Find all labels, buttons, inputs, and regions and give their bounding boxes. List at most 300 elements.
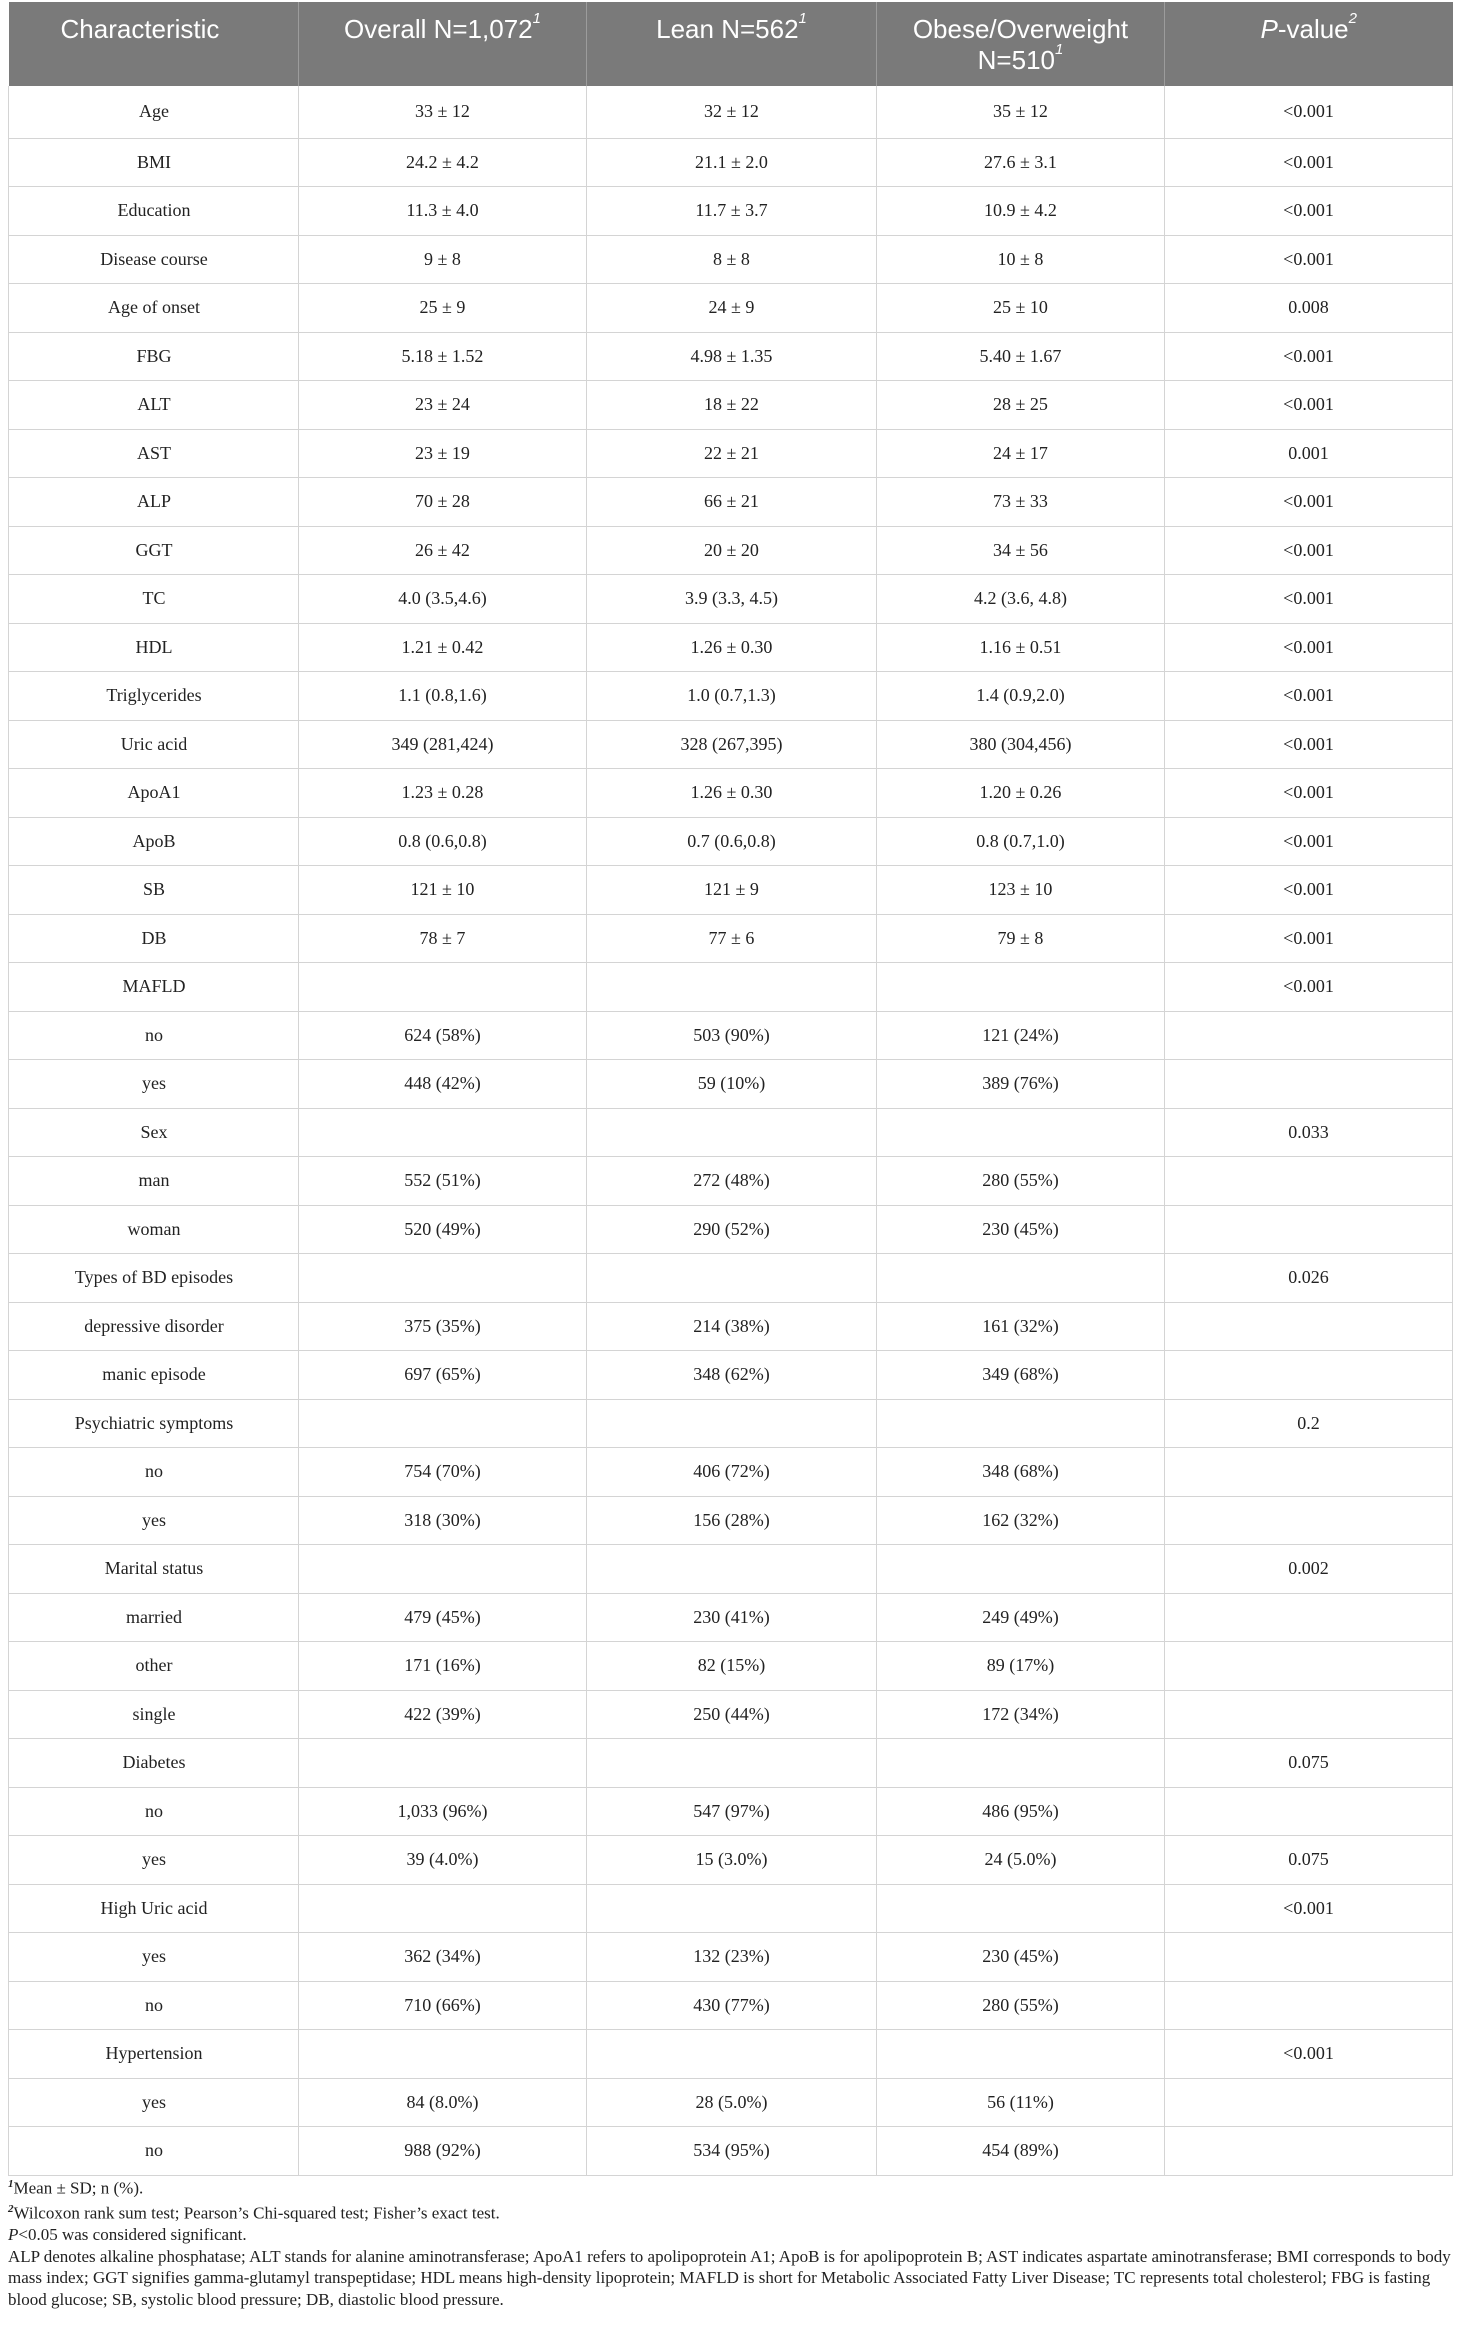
obese-overweight-cell: 10.9 ± 4.2 xyxy=(877,187,1165,236)
row-label: Psychiatric symptoms xyxy=(74,1412,234,1433)
characteristic-cell xyxy=(9,1351,299,1400)
obese-overweight-cell: 79 ± 8 xyxy=(877,914,1165,963)
obese-overweight-cell: 1.20 ± 0.26 xyxy=(877,769,1165,818)
lean-cell: 547 (97%) xyxy=(587,1787,877,1836)
p-value-cell xyxy=(1165,1787,1453,1836)
row-label: yes xyxy=(142,1509,166,1530)
obese-overweight-cell: 1.4 (0.9,2.0) xyxy=(877,672,1165,721)
overall-cell: 23 ± 19 xyxy=(299,429,587,478)
lean-cell: 430 (77%) xyxy=(587,1981,877,2030)
characteristic-cell xyxy=(9,1787,299,1836)
obese-overweight-cell xyxy=(877,1545,1165,1594)
characteristic-cell xyxy=(9,1690,299,1739)
p-value-label: P xyxy=(1260,14,1278,44)
row-label: Uric acid xyxy=(120,733,188,754)
overall-cell: 11.3 ± 4.0 xyxy=(299,187,587,236)
row-label: MAFLD xyxy=(122,976,186,997)
table-row xyxy=(9,1545,1453,1594)
table-row xyxy=(9,1254,1453,1303)
p-value-cell: <0.001 xyxy=(1165,769,1453,818)
lean-cell: 1.0 (0.7,1.3) xyxy=(587,672,877,721)
row-label: Disease course xyxy=(100,248,208,269)
overall-cell: 1,033 (96%) xyxy=(299,1787,587,1836)
p-value-cell: 0.008 xyxy=(1165,284,1453,333)
p-value-cell xyxy=(1165,1933,1453,1982)
obese-overweight-cell: 27.6 ± 3.1 xyxy=(877,138,1165,187)
table-container xyxy=(8,2,1452,2309)
obese-overweight-cell: 121 (24%) xyxy=(877,1011,1165,1060)
row-label: married xyxy=(126,1606,182,1627)
p-value-cell: <0.001 xyxy=(1165,817,1453,866)
obese-overweight-cell: 35 ± 12 xyxy=(877,86,1165,138)
table-row xyxy=(9,1302,1453,1351)
table-row xyxy=(9,138,1453,187)
obese-overweight-cell: 280 (55%) xyxy=(877,1981,1165,2030)
row-label: manic episode xyxy=(102,1364,206,1385)
p-value-cell: <0.001 xyxy=(1165,2030,1453,2079)
characteristic-cell xyxy=(9,1302,299,1351)
characteristic-cell xyxy=(9,1399,299,1448)
table-row xyxy=(9,1011,1453,1060)
row-label: yes xyxy=(142,1849,166,1870)
table-row xyxy=(9,1642,1453,1691)
row-label: other xyxy=(135,1655,173,1676)
obese-overweight-cell xyxy=(877,1739,1165,1788)
table-row xyxy=(9,1690,1453,1739)
p-value-cell: <0.001 xyxy=(1165,866,1453,915)
lean-cell: 290 (52%) xyxy=(587,1205,877,1254)
overall-cell: 1.1 (0.8,1.6) xyxy=(299,672,587,721)
table-row xyxy=(9,2078,1453,2127)
characteristic-cell xyxy=(9,332,299,381)
p-value-cell: <0.001 xyxy=(1165,672,1453,721)
p-value-cell xyxy=(1165,1157,1453,1206)
lean-cell: 21.1 ± 2.0 xyxy=(587,138,877,187)
obese-overweight-cell: 230 (45%) xyxy=(877,1933,1165,1982)
characteristic-cell xyxy=(9,1108,299,1157)
table-row xyxy=(9,526,1453,575)
row-label: SB xyxy=(142,879,166,900)
lean-cell: 503 (90%) xyxy=(587,1011,877,1060)
overall-cell xyxy=(299,1884,587,1933)
lean-cell: 132 (23%) xyxy=(587,1933,877,1982)
overall-cell: 171 (16%) xyxy=(299,1642,587,1691)
overall-cell xyxy=(299,1108,587,1157)
overall-cell: 362 (34%) xyxy=(299,1933,587,1982)
overall-cell: 121 ± 10 xyxy=(299,866,587,915)
obese-overweight-cell: 162 (32%) xyxy=(877,1496,1165,1545)
characteristic-cell xyxy=(9,1448,299,1497)
row-label: BMI xyxy=(136,151,171,172)
lean-cell: 11.7 ± 3.7 xyxy=(587,187,877,236)
row-label: ALT xyxy=(137,394,171,415)
overall-cell: 754 (70%) xyxy=(299,1448,587,1497)
row-label: Age of onset xyxy=(108,297,200,318)
row-label: Sex xyxy=(140,1121,168,1142)
lean-cell: 8 ± 8 xyxy=(587,235,877,284)
table-row xyxy=(9,284,1453,333)
row-label: ApoA1 xyxy=(127,782,181,803)
overall-cell xyxy=(299,2030,587,2079)
lean-cell: 20 ± 20 xyxy=(587,526,877,575)
lean-cell: 82 (15%) xyxy=(587,1642,877,1691)
p-value-cell: <0.001 xyxy=(1165,332,1453,381)
obese-overweight-cell: 25 ± 10 xyxy=(877,284,1165,333)
characteristic-cell xyxy=(9,429,299,478)
characteristic-cell xyxy=(9,1981,299,2030)
p-value-cell xyxy=(1165,1448,1453,1497)
overall-cell: 4.0 (3.5,4.6) xyxy=(299,575,587,624)
row-label: AST xyxy=(136,442,171,463)
p-value-cell xyxy=(1165,1302,1453,1351)
p-value-cell: <0.001 xyxy=(1165,86,1453,138)
row-label: no xyxy=(145,1800,163,1821)
obese-overweight-cell: 4.2 (3.6, 4.8) xyxy=(877,575,1165,624)
characteristic-cell xyxy=(9,1836,299,1885)
table-header xyxy=(9,2,1453,86)
obese-overweight-cell: 5.40 ± 1.67 xyxy=(877,332,1165,381)
table-row xyxy=(9,1836,1453,1885)
characteristic-cell xyxy=(9,1933,299,1982)
characteristic-cell xyxy=(9,1496,299,1545)
obese-overweight-cell: 161 (32%) xyxy=(877,1302,1165,1351)
characteristic-cell xyxy=(9,1642,299,1691)
row-label: yes xyxy=(142,2091,166,2112)
table-row xyxy=(9,2030,1453,2079)
overall-cell xyxy=(299,1739,587,1788)
table-row xyxy=(9,623,1453,672)
characteristic-cell xyxy=(9,1884,299,1933)
p-value-cell xyxy=(1165,1060,1453,1109)
overall-cell: 988 (92%) xyxy=(299,2127,587,2176)
characteristic-cell xyxy=(9,2030,299,2079)
overall-cell: 479 (45%) xyxy=(299,1593,587,1642)
characteristic-cell xyxy=(9,2078,299,2127)
p-value-cell xyxy=(1165,2127,1453,2176)
overall-cell xyxy=(299,1399,587,1448)
row-label: GGT xyxy=(135,539,173,560)
obese-overweight-cell: 249 (49%) xyxy=(877,1593,1165,1642)
p-value-cell: 0.002 xyxy=(1165,1545,1453,1594)
overall-cell: 78 ± 7 xyxy=(299,914,587,963)
table-row xyxy=(9,1108,1453,1157)
header-row xyxy=(9,2,1453,86)
characteristic-cell xyxy=(9,1205,299,1254)
row-label: TC xyxy=(142,588,166,609)
table-row xyxy=(9,1157,1453,1206)
overall-cell: 70 ± 28 xyxy=(299,478,587,527)
characteristic-cell xyxy=(9,138,299,187)
table-row xyxy=(9,86,1453,138)
obese-overweight-cell: 389 (76%) xyxy=(877,1060,1165,1109)
header-characteristic: Characteristic xyxy=(9,2,299,86)
characteristic-cell xyxy=(9,769,299,818)
characteristic-cell xyxy=(9,86,299,138)
lean-cell: 534 (95%) xyxy=(587,2127,877,2176)
p-value-cell: 0.001 xyxy=(1165,429,1453,478)
p-value-cell: <0.001 xyxy=(1165,138,1453,187)
obese-overweight-cell: 348 (68%) xyxy=(877,1448,1165,1497)
p-value-cell: <0.001 xyxy=(1165,478,1453,527)
table-row xyxy=(9,1739,1453,1788)
row-label: FBG xyxy=(136,345,172,366)
table-row xyxy=(9,866,1453,915)
obese-overweight-cell: 349 (68%) xyxy=(877,1351,1165,1400)
overall-cell: 520 (49%) xyxy=(299,1205,587,1254)
lean-cell: 4.98 ± 1.35 xyxy=(587,332,877,381)
obese-overweight-cell: 24 ± 17 xyxy=(877,429,1165,478)
row-label: Education xyxy=(117,200,191,221)
lean-cell: 77 ± 6 xyxy=(587,914,877,963)
table-row xyxy=(9,332,1453,381)
table-row xyxy=(9,1787,1453,1836)
obese-overweight-cell: 280 (55%) xyxy=(877,1157,1165,1206)
p-value-cell xyxy=(1165,1593,1453,1642)
header-p-value: P-value$^2$ xyxy=(1165,2,1453,86)
row-label: High Uric acid xyxy=(100,1897,208,1918)
row-label: yes xyxy=(142,1946,166,1967)
characteristic-cell xyxy=(9,623,299,672)
row-label: Marital status xyxy=(104,1558,204,1579)
obese-overweight-cell: 34 ± 56 xyxy=(877,526,1165,575)
overall-cell: 318 (30%) xyxy=(299,1496,587,1545)
characteristic-cell xyxy=(9,187,299,236)
lean-cell xyxy=(587,1108,877,1157)
p-value-cell xyxy=(1165,1205,1453,1254)
overall-cell: 33 ± 12 xyxy=(299,86,587,138)
overall-cell: 39 (4.0%) xyxy=(299,1836,587,1885)
p-value-cell: <0.001 xyxy=(1165,381,1453,430)
characteristics-table xyxy=(8,2,1453,2176)
p-value-cell: <0.001 xyxy=(1165,1884,1453,1933)
overall-cell: 375 (35%) xyxy=(299,1302,587,1351)
table-row xyxy=(9,672,1453,721)
row-label: HDL xyxy=(135,636,173,657)
obese-overweight-cell: 380 (304,456) xyxy=(877,720,1165,769)
lean-cell: 1.26 ± 0.30 xyxy=(587,769,877,818)
p-value-cell xyxy=(1165,1496,1453,1545)
table-row xyxy=(9,187,1453,236)
obese-overweight-cell: 172 (34%) xyxy=(877,1690,1165,1739)
characteristic-cell xyxy=(9,235,299,284)
p-value-cell: 0.026 xyxy=(1165,1254,1453,1303)
lean-cell xyxy=(587,1739,877,1788)
lean-cell: 3.9 (3.3, 4.5) xyxy=(587,575,877,624)
overall-cell xyxy=(299,963,587,1012)
table-row xyxy=(9,1448,1453,1497)
table-row xyxy=(9,1351,1453,1400)
table-body xyxy=(9,86,1453,2175)
obese-overweight-cell xyxy=(877,1884,1165,1933)
characteristic-cell xyxy=(9,381,299,430)
lean-cell: 66 ± 21 xyxy=(587,478,877,527)
characteristic-cell xyxy=(9,817,299,866)
p-value-cell xyxy=(1165,2078,1453,2127)
obese-overweight-cell xyxy=(877,1108,1165,1157)
p-value-cell: 0.075 xyxy=(1165,1739,1453,1788)
lean-cell: 1.26 ± 0.30 xyxy=(587,623,877,672)
overall-cell: 422 (39%) xyxy=(299,1690,587,1739)
row-label: Triglycerides xyxy=(106,685,202,706)
table-row xyxy=(9,381,1453,430)
characteristic-cell xyxy=(9,1739,299,1788)
row-label: depressive disorder xyxy=(84,1315,224,1336)
row-label: no xyxy=(145,1461,163,1482)
p-value-label-rest: -value xyxy=(1277,14,1349,44)
lean-cell: 18 ± 22 xyxy=(587,381,877,430)
footnote-significance: P<0.05 was considered significant. xyxy=(8,2225,247,2245)
table-row xyxy=(9,478,1453,527)
overall-cell: 24.2 ± 4.2 xyxy=(299,138,587,187)
obese-overweight-cell xyxy=(877,1399,1165,1448)
table-row xyxy=(9,963,1453,1012)
lean-cell: 156 (28%) xyxy=(587,1496,877,1545)
lean-cell xyxy=(587,1254,877,1303)
overall-cell xyxy=(299,1254,587,1303)
obese-overweight-cell: 89 (17%) xyxy=(877,1642,1165,1691)
footnote-abbreviations: ALP denotes alkaline phosphatase; ALT stands for alanine aminotransferase; ApoA1 refers to apolipoprotein A1; ApoB is for apolipoprotein B; AST indicates aspartate aminotransferase; BMI corresponds to body mass index; GGT signifies gamma-glutamyl transpeptidase; HDL means high-density lipoprotein; MAFLD is short for Metabolic Associated Fatty Liver Disease; TC represents total cholesterol; FBG is fasting blood glucose; SB, systolic blood pressure; DB, diastolic blood pressure. xyxy=(8,2246,1451,2309)
table-row xyxy=(9,2127,1453,2176)
lean-cell: 32 ± 12 xyxy=(587,86,877,138)
obese-overweight-cell: 0.8 (0.7,1.0) xyxy=(877,817,1165,866)
characteristic-cell xyxy=(9,914,299,963)
lean-cell: 15 (3.0%) xyxy=(587,1836,877,1885)
table-row xyxy=(9,1496,1453,1545)
row-label: Age xyxy=(139,101,169,122)
obese-overweight-cell: 230 (45%) xyxy=(877,1205,1165,1254)
obese-overweight-cell xyxy=(877,963,1165,1012)
table-row xyxy=(9,1981,1453,2030)
header-overall: Overall $N=1,072^1$ xyxy=(299,2,587,86)
characteristic-cell xyxy=(9,1157,299,1206)
p-value-cell: <0.001 xyxy=(1165,235,1453,284)
p-value-cell: <0.001 xyxy=(1165,963,1453,1012)
lean-cell: 328 (267,395) xyxy=(587,720,877,769)
p-value-cell: <0.001 xyxy=(1165,187,1453,236)
characteristic-cell xyxy=(9,1254,299,1303)
lean-cell: 250 (44%) xyxy=(587,1690,877,1739)
lean-cell xyxy=(587,963,877,1012)
p-value-cell: <0.001 xyxy=(1165,720,1453,769)
table-row xyxy=(9,1060,1453,1109)
row-label: Hypertension xyxy=(105,2043,203,2064)
characteristic-cell xyxy=(9,526,299,575)
overall-cell: 349 (281,424) xyxy=(299,720,587,769)
row-label: single xyxy=(132,1703,176,1724)
footnote-2: $^2$Wilcoxon rank sum test; Pearson’s Chi-squared test; Fisher’s exact test. xyxy=(8,2203,500,2223)
overall-cell: 26 ± 42 xyxy=(299,526,587,575)
row-label: ALP xyxy=(136,491,171,512)
lean-cell: 272 (48%) xyxy=(587,1157,877,1206)
characteristic-cell xyxy=(9,1060,299,1109)
obese-overweight-cell: 24 (5.0%) xyxy=(877,1836,1165,1885)
characteristic-cell xyxy=(9,2127,299,2176)
obese-overweight-cell: 10 ± 8 xyxy=(877,235,1165,284)
characteristic-cell xyxy=(9,575,299,624)
characteristic-cell xyxy=(9,1545,299,1594)
table-row xyxy=(9,1205,1453,1254)
table-row xyxy=(9,817,1453,866)
lean-cell: 59 (10%) xyxy=(587,1060,877,1109)
lean-cell xyxy=(587,2030,877,2079)
obese-overweight-cell: 28 ± 25 xyxy=(877,381,1165,430)
obese-overweight-cell: 1.16 ± 0.51 xyxy=(877,623,1165,672)
obese-overweight-cell xyxy=(877,1254,1165,1303)
row-label: man xyxy=(138,1170,170,1191)
characteristic-cell xyxy=(9,963,299,1012)
characteristic-cell xyxy=(9,478,299,527)
row-label: no xyxy=(145,2140,163,2161)
lean-cell xyxy=(587,1399,877,1448)
row-label: ApoB xyxy=(132,830,176,851)
obese-overweight-cell: 73 ± 33 xyxy=(877,478,1165,527)
obese-overweight-cell xyxy=(877,2030,1165,2079)
overall-cell: 84 (8.0%) xyxy=(299,2078,587,2127)
lean-cell: 24 ± 9 xyxy=(587,284,877,333)
characteristic-cell xyxy=(9,720,299,769)
lean-cell: 348 (62%) xyxy=(587,1351,877,1400)
row-label: woman xyxy=(127,1218,181,1239)
overall-cell: 624 (58%) xyxy=(299,1011,587,1060)
characteristic-cell xyxy=(9,866,299,915)
table-row xyxy=(9,1593,1453,1642)
characteristic-cell xyxy=(9,284,299,333)
row-label: Types of BD episodes xyxy=(74,1267,234,1288)
table-row xyxy=(9,575,1453,624)
table-row xyxy=(9,1884,1453,1933)
p-value-cell xyxy=(1165,1642,1453,1691)
characteristic-cell xyxy=(9,1593,299,1642)
overall-cell: 9 ± 8 xyxy=(299,235,587,284)
lean-cell: 0.7 (0.6,0.8) xyxy=(587,817,877,866)
obese-overweight-cell: 56 (11%) xyxy=(877,2078,1165,2127)
p-value-cell xyxy=(1165,1351,1453,1400)
table-row xyxy=(9,914,1453,963)
footnote-1: $^1$Mean ± SD; n (%). xyxy=(8,2178,144,2198)
lean-cell xyxy=(587,1884,877,1933)
table-row xyxy=(9,1399,1453,1448)
row-label: no xyxy=(145,1994,163,2015)
lean-cell: 22 ± 21 xyxy=(587,429,877,478)
p-value-cell xyxy=(1165,1981,1453,2030)
table-row xyxy=(9,429,1453,478)
lean-cell: 121 ± 9 xyxy=(587,866,877,915)
p-value-cell: 0.033 xyxy=(1165,1108,1453,1157)
obese-overweight-cell: 123 ± 10 xyxy=(877,866,1165,915)
header-obese-overweight: Obese/Overweight $N=510^1$ xyxy=(877,2,1165,86)
p-value-cell xyxy=(1165,1690,1453,1739)
overall-cell: 448 (42%) xyxy=(299,1060,587,1109)
p-value-cell: <0.001 xyxy=(1165,914,1453,963)
p-value-cell xyxy=(1165,1011,1453,1060)
table-row xyxy=(9,720,1453,769)
row-label: DB xyxy=(141,927,167,948)
obese-overweight-cell: 454 (89%) xyxy=(877,2127,1165,2176)
table-footnotes xyxy=(8,2174,1452,2310)
lean-cell: 230 (41%) xyxy=(587,1593,877,1642)
overall-cell: 710 (66%) xyxy=(299,1981,587,2030)
characteristic-cell xyxy=(9,672,299,721)
lean-cell: 406 (72%) xyxy=(587,1448,877,1497)
overall-cell: 697 (65%) xyxy=(299,1351,587,1400)
lean-cell: 214 (38%) xyxy=(587,1302,877,1351)
table-row xyxy=(9,1933,1453,1982)
header-lean: Lean $N=562^1$ xyxy=(587,2,877,86)
overall-cell: 1.23 ± 0.28 xyxy=(299,769,587,818)
overall-cell: 25 ± 9 xyxy=(299,284,587,333)
overall-cell: 552 (51%) xyxy=(299,1157,587,1206)
obese-overweight-cell: 486 (95%) xyxy=(877,1787,1165,1836)
